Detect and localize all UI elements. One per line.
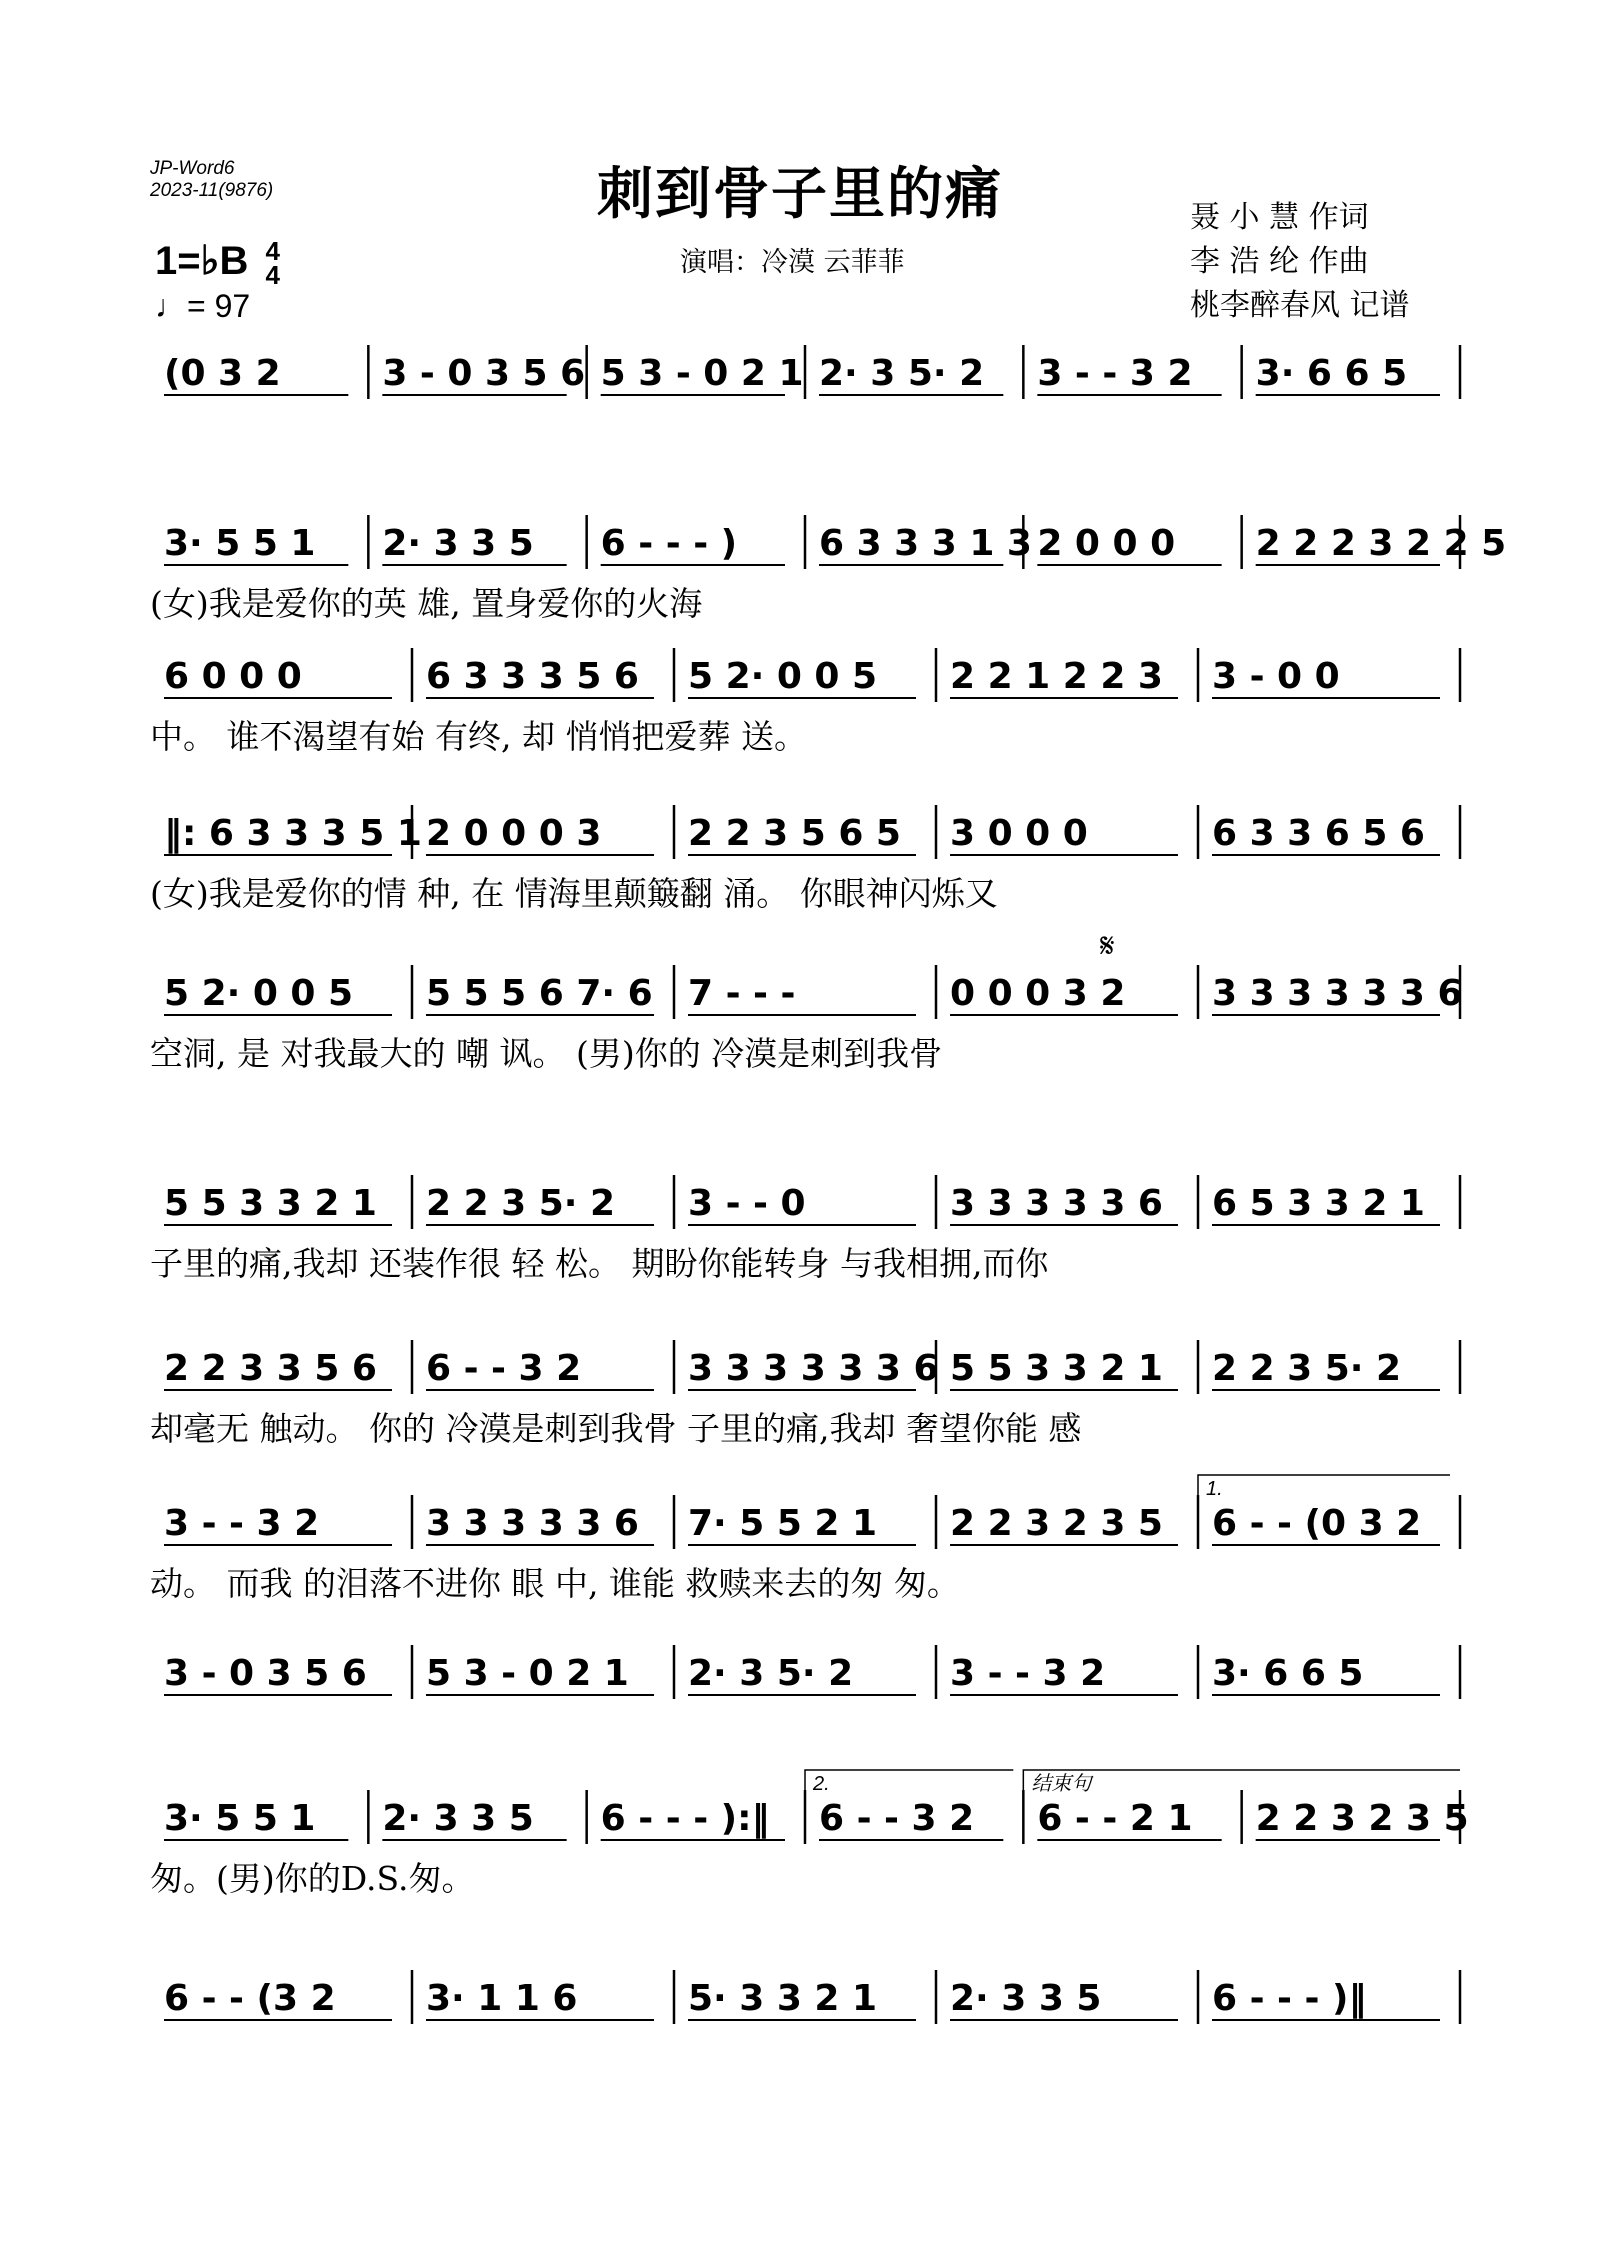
measure-7-3: 3 3 3 3 3 3 6 — [688, 1348, 939, 1389]
lyrics-line-8: 动。 而我 的泪落不进你 眼 中, 谁能 救赎来去的匆 匆。 — [150, 1564, 960, 1603]
measure-5-2: 5 5 5 6 7· 6 — [426, 973, 653, 1014]
measure-8-1: 3 - - 3 2 — [164, 1503, 320, 1544]
measure-2-3: 6 - - - ) — [600, 523, 738, 564]
lyrics-line-4: (女)我是爱你的情 种, 在 情海里颠簸翻 涌。 你眼神闪烁又 — [150, 874, 998, 913]
measure-3-5: 3 - 0 0 — [1212, 656, 1340, 697]
lyrics-line-3: 中。 谁不渴望有始 有终, 却 悄悄把爱葬 送。 — [150, 717, 807, 756]
measure-2-2: 2· 3 3 5 — [382, 523, 534, 564]
measure-11-2: 3· 1 1 6 — [426, 1978, 578, 2019]
volta-label: 1. — [1206, 1478, 1223, 1500]
song-title: 刺到骨子里的痛 — [597, 161, 1003, 227]
measure-4-3: 2 2 3 5 6 5 — [688, 813, 901, 854]
measure-10-6: 2 2 3 2 3 5 — [1255, 1798, 1469, 1839]
measure-4-5: 6 3 3 6 5 6 — [1212, 813, 1425, 854]
measure-7-5: 2 2 3 5· 2 — [1212, 1348, 1402, 1389]
measure-1-1: (0 3 2 — [164, 353, 281, 394]
lyrics-line-10: 匆。(男)你的D.S.匆。 — [150, 1859, 475, 1898]
measure-10-2: 2· 3 3 5 — [382, 1798, 534, 1839]
measure-3-4: 2 2 1 2 2 3 — [950, 656, 1163, 697]
measure-11-4: 2· 3 3 5 — [950, 1978, 1102, 2019]
measure-9-1: 3 - 0 3 5 6 — [164, 1653, 367, 1694]
lyricist-credit: 聂 小 慧 作词 — [1190, 200, 1369, 235]
composer-credit: 李 浩 纶 作曲 — [1190, 244, 1369, 279]
measure-2-1: 3· 5 5 1 — [164, 523, 316, 564]
measure-11-5: 6 - - - )‖ — [1212, 1978, 1367, 2019]
measure-8-2: 3 3 3 3 3 6 — [426, 1503, 639, 1544]
measure-5-1: 5 2· 0 0 5 — [164, 973, 354, 1014]
measure-6-5: 6 5 3 3 2 1 — [1212, 1183, 1425, 1224]
measure-9-3: 2· 3 5· 2 — [688, 1653, 854, 1694]
measure-7-4: 5 5 3 3 2 1 — [950, 1348, 1163, 1389]
volta-bracket — [1198, 1475, 1450, 1505]
measure-4-2: 2 0 0 0 3 — [426, 813, 602, 854]
measure-9-4: 3 - - 3 2 — [950, 1653, 1106, 1694]
measure-11-3: 5· 3 3 2 1 — [688, 1978, 878, 2019]
measure-6-2: 2 2 3 5· 2 — [426, 1183, 616, 1224]
segno-sign: 𝄋 — [1100, 926, 1115, 966]
measure-1-3: 5 3 - 0 2 1 — [600, 353, 804, 394]
lyrics-line-5: 空洞, 是 对我最大的 嘲 讽。 (男)你的 冷漠是刺到我骨 — [150, 1034, 943, 1073]
volta-bracket — [805, 1770, 1013, 1800]
measure-5-5: 3 3 3 3 3 3 6 — [1212, 973, 1463, 1014]
measure-3-2: 6 3 3 3 5 6 — [426, 656, 639, 697]
key-label: 1=♭B — [155, 239, 249, 283]
measure-7-1: 2 2 3 3 5 6 — [164, 1348, 377, 1389]
measure-3-3: 5 2· 0 0 5 — [688, 656, 878, 697]
measure-9-5: 3· 6 6 5 — [1212, 1653, 1364, 1694]
measure-8-5: 6 - - (0 3 2 — [1212, 1503, 1422, 1544]
measure-10-5: 6 - - 2 1 — [1037, 1798, 1193, 1839]
lyrics-line-7: 却毫无 触动。 你的 冷漠是刺到我骨 子里的痛,我却 奢望你能 感 — [150, 1409, 1082, 1448]
measure-10-3: 6 - - - ):‖ — [600, 1798, 770, 1839]
measure-1-4: 2· 3 5· 2 — [819, 353, 985, 394]
time-numerator: 4 — [265, 236, 280, 267]
measure-10-4: 6 - - 3 2 — [819, 1798, 975, 1839]
measure-6-4: 3 3 3 3 3 6 — [950, 1183, 1163, 1224]
transcriber-credit: 桃李醉春风 记谱 — [1190, 288, 1410, 323]
measure-6-1: 5 5 3 3 2 1 — [164, 1183, 377, 1224]
measure-8-4: 2 2 3 2 3 5 — [950, 1503, 1163, 1544]
measure-4-4: 3 0 0 0 — [950, 813, 1088, 854]
measure-1-2: 3 - 0 3 5 6 — [382, 353, 586, 394]
measure-7-2: 6 - - 3 2 — [426, 1348, 582, 1389]
measure-11-1: 6 - - (3 2 — [164, 1978, 336, 2019]
score-date: 2023-11(9876) — [150, 180, 274, 201]
tempo-marking: ♩= 97 — [155, 288, 251, 324]
time-denominator: 4 — [265, 260, 280, 291]
lyrics-line-6: 子里的痛,我却 还装作很 轻 松。 期盼你能转身 与我相拥,而你 — [150, 1244, 1049, 1283]
ending-label: 结束句 — [1031, 1773, 1092, 1795]
measure-2-5: 2 0 0 0 — [1037, 523, 1176, 564]
measure-2-6: 2 2 2 3 2 2 5 — [1255, 523, 1507, 564]
measure-4-1: ‖: 6 3 3 3 5 1 — [164, 813, 422, 854]
measure-5-3: 7 - - - — [688, 973, 796, 1014]
volta-label: 2. — [813, 1773, 830, 1795]
performer-line: 演唱：冷漠 云菲菲 — [680, 247, 905, 278]
app-name: JP-Word6 — [150, 158, 235, 179]
measure-1-6: 3· 6 6 5 — [1255, 353, 1408, 394]
measure-8-3: 7· 5 5 2 1 — [688, 1503, 878, 1544]
lyrics-line-2: (女)我是爱你的英 雄, 置身爱你的火海 — [150, 584, 703, 623]
measure-10-1: 3· 5 5 1 — [164, 1798, 316, 1839]
measure-6-3: 3 - - 0 — [688, 1183, 806, 1224]
measure-2-4: 6 3 3 3 1 3 — [819, 523, 1032, 564]
measure-1-5: 3 - - 3 2 — [1037, 353, 1193, 394]
measure-5-4: 0 0 0 3 2 — [950, 973, 1126, 1014]
measure-9-2: 5 3 - 0 2 1 — [426, 1653, 629, 1694]
measure-3-1: 6 0 0 0 — [164, 656, 302, 697]
